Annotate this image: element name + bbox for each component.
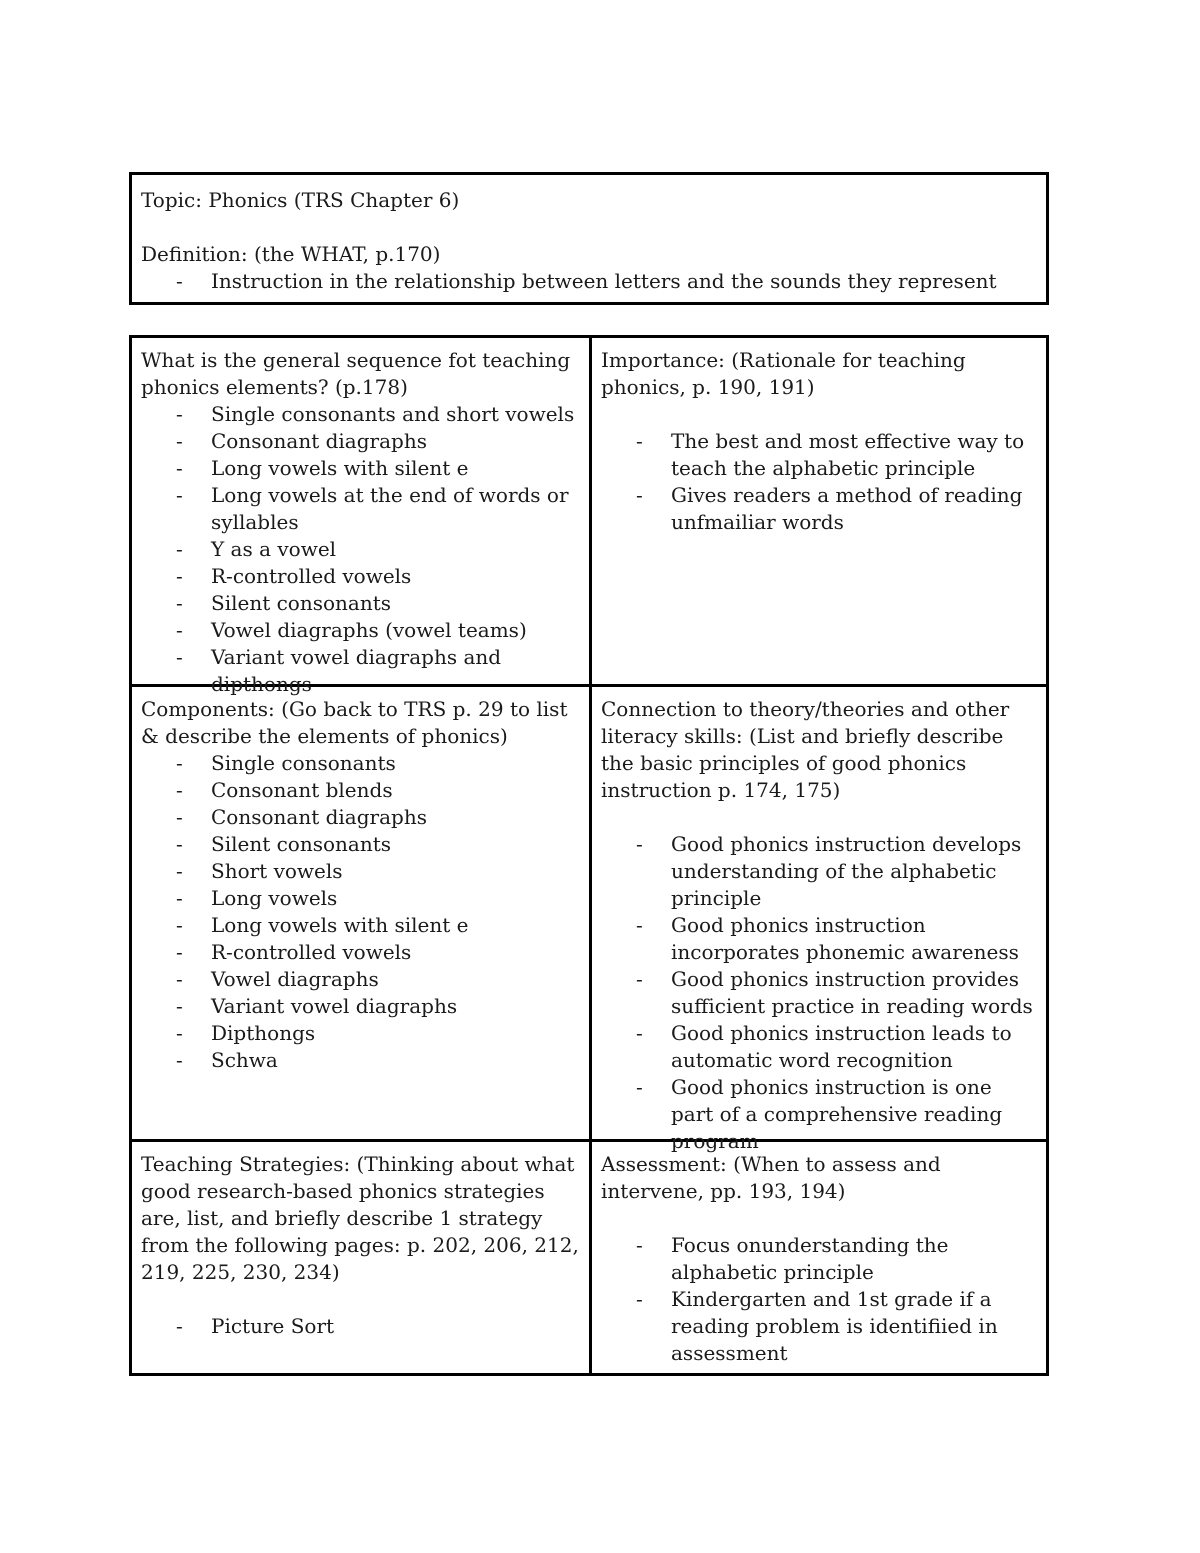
bullet-dash: - <box>176 994 183 1018</box>
bullet-dash: - <box>176 645 183 669</box>
strategies-cell <box>132 1142 589 1373</box>
definition-item: Instruction in the relationship between letters and the sounds they represent <box>211 269 997 293</box>
list-item <box>601 912 1038 966</box>
connection-cell <box>592 687 1046 1153</box>
list-item <box>141 966 581 993</box>
sequence-list <box>141 401 581 698</box>
list-item <box>141 777 581 804</box>
bullet-dash: - <box>636 967 643 991</box>
bullet-dash: - <box>176 1021 183 1045</box>
bullet-dash: - <box>176 751 183 775</box>
bullet-dash: - <box>636 1233 643 1257</box>
list-item <box>601 831 1038 912</box>
list-item-text: The best and most effective way to teach the alphabetic principle <box>671 429 1025 480</box>
definition-list <box>141 268 1038 295</box>
bullet-dash: - <box>176 402 183 426</box>
list-item <box>141 590 581 617</box>
list-item-text: Good phonics instruction leads to automatic word recognition <box>671 1021 1012 1072</box>
assessment-list <box>601 1232 1038 1367</box>
list-item-text: Single consonants and short vowels <box>211 402 575 426</box>
importance-heading: Importance: (Rationale for teaching phonics, p. 190, 191) <box>601 348 966 399</box>
list-item <box>141 563 581 590</box>
list-item-text: R-controlled vowels <box>211 564 412 588</box>
strategies-list <box>141 1313 581 1340</box>
list-item-text: Kindergarten and 1st grade if a reading problem is identifiied in assessment <box>671 1287 998 1365</box>
bullet-dash: - <box>176 1314 183 1338</box>
bullet-dash: - <box>636 429 643 453</box>
list-item-text: Focus onunderstanding the alphabetic principle <box>671 1233 949 1284</box>
list-item <box>141 858 581 885</box>
topic-box <box>129 172 1049 305</box>
bullet-dash: - <box>176 591 183 615</box>
bullet-dash: - <box>636 1021 643 1045</box>
bullet-dash: - <box>636 1287 643 1311</box>
list-item <box>601 1286 1038 1367</box>
connection-heading: Connection to theory/theories and other literacy skills: (List and briefly describe the basic principles of good phonics instruction p. 174, 175) <box>601 697 1010 802</box>
bullet-dash: - <box>176 537 183 561</box>
assessment-cell <box>592 1142 1046 1373</box>
components-cell <box>132 687 589 1139</box>
bullet-dash: - <box>176 805 183 829</box>
bullet-dash: - <box>176 832 183 856</box>
list-item-text: Single consonants <box>211 751 396 775</box>
list-item <box>141 831 581 858</box>
list-item-text: Variant vowel diagraphs <box>211 994 458 1018</box>
list-item <box>141 482 581 536</box>
bullet-dash: - <box>176 886 183 910</box>
list-item <box>141 750 581 777</box>
list-item-text: Long vowels at the end of words or syllables <box>211 483 569 534</box>
organizer-table <box>129 335 1049 1376</box>
list-item <box>141 1020 581 1047</box>
list-item-text: Good phonics instruction provides sufficient practice in reading words <box>671 967 1033 1018</box>
list-item <box>141 885 581 912</box>
bullet-dash: - <box>176 269 183 293</box>
connection-list <box>601 831 1038 1155</box>
bullet-dash: - <box>176 778 183 802</box>
list-item <box>601 482 1038 536</box>
list-item-text: Consonant diagraphs <box>211 429 427 453</box>
importance-cell <box>592 338 1046 684</box>
list-item-text: Vowel diagraphs (vowel teams) <box>211 618 527 642</box>
list-item-text: Good phonics instruction develops understanding of the alphabetic principle <box>671 832 1022 910</box>
bullet-dash: - <box>176 456 183 480</box>
list-item <box>141 804 581 831</box>
bullet-dash: - <box>176 429 183 453</box>
list-item-text: R-controlled vowels <box>211 940 412 964</box>
bullet-dash: - <box>636 1075 643 1099</box>
list-item <box>601 1020 1038 1074</box>
sequence-heading: What is the general sequence fot teaching phonics elements? (p.178) <box>141 348 571 399</box>
components-heading: Components: (Go back to TRS p. 29 to list & describe the elements of phonics) <box>141 697 568 748</box>
bullet-dash: - <box>176 564 183 588</box>
list-item <box>141 1047 581 1074</box>
list-item-text: Y as a vowel <box>211 537 337 561</box>
strategies-heading: Teaching Strategies: (Thinking about what good research-based phonics strategies are, list, and briefly describe 1 strategy from the following pages: p. 202, 206, 212, 219, 225, 230, 234) <box>141 1152 579 1284</box>
list-item <box>141 993 581 1020</box>
definition-heading: Definition: (the WHAT, p.170) <box>141 242 441 266</box>
list-item <box>141 455 581 482</box>
list-item-text: Consonant blends <box>211 778 393 802</box>
list-item-text: Vowel diagraphs <box>211 967 379 991</box>
sequence-cell <box>132 338 589 696</box>
bullet-dash: - <box>176 483 183 507</box>
list-item <box>601 1232 1038 1286</box>
components-list <box>141 750 581 1074</box>
list-item-text: Dipthongs <box>211 1021 316 1045</box>
list-item <box>141 268 1038 295</box>
list-item-text: Good phonics instruction is one part of a comprehensive reading program <box>671 1075 1003 1153</box>
bullet-dash: - <box>176 1048 183 1072</box>
list-item-text: Long vowels with silent e <box>211 913 469 937</box>
list-item <box>141 401 581 428</box>
assessment-heading: Assessment: (When to assess and intervene, pp. 193, 194) <box>601 1152 941 1203</box>
bullet-dash: - <box>176 967 183 991</box>
list-item-text: Long vowels with silent e <box>211 456 469 480</box>
list-item-text: Variant vowel diagraphs and dipthongs <box>211 645 502 696</box>
list-item-text: Silent consonants <box>211 832 392 856</box>
bullet-dash: - <box>636 832 643 856</box>
list-item-text: Picture Sort <box>211 1314 335 1338</box>
topic-title: Topic: Phonics (TRS Chapter 6) <box>141 188 460 212</box>
bullet-dash: - <box>176 618 183 642</box>
importance-list <box>601 428 1038 536</box>
list-item-text: Long vowels <box>211 886 338 910</box>
bullet-dash: - <box>176 859 183 883</box>
list-item-text: Consonant diagraphs <box>211 805 427 829</box>
bullet-dash: - <box>176 913 183 937</box>
list-item <box>141 617 581 644</box>
list-item <box>141 428 581 455</box>
list-item <box>141 1313 581 1340</box>
bullet-dash: - <box>176 940 183 964</box>
bullet-dash: - <box>636 483 643 507</box>
list-item-text: Schwa <box>211 1048 278 1072</box>
list-item-text: Silent consonants <box>211 591 392 615</box>
list-item <box>601 966 1038 1020</box>
list-item <box>601 428 1038 482</box>
list-item-text: Gives readers a method of reading unfmailiar words <box>671 483 1023 534</box>
list-item-text: Good phonics instruction incorporates phonemic awareness <box>671 913 1019 964</box>
list-item <box>141 939 581 966</box>
list-item <box>141 912 581 939</box>
list-item <box>141 536 581 563</box>
list-item-text: Short vowels <box>211 859 343 883</box>
bullet-dash: - <box>636 913 643 937</box>
